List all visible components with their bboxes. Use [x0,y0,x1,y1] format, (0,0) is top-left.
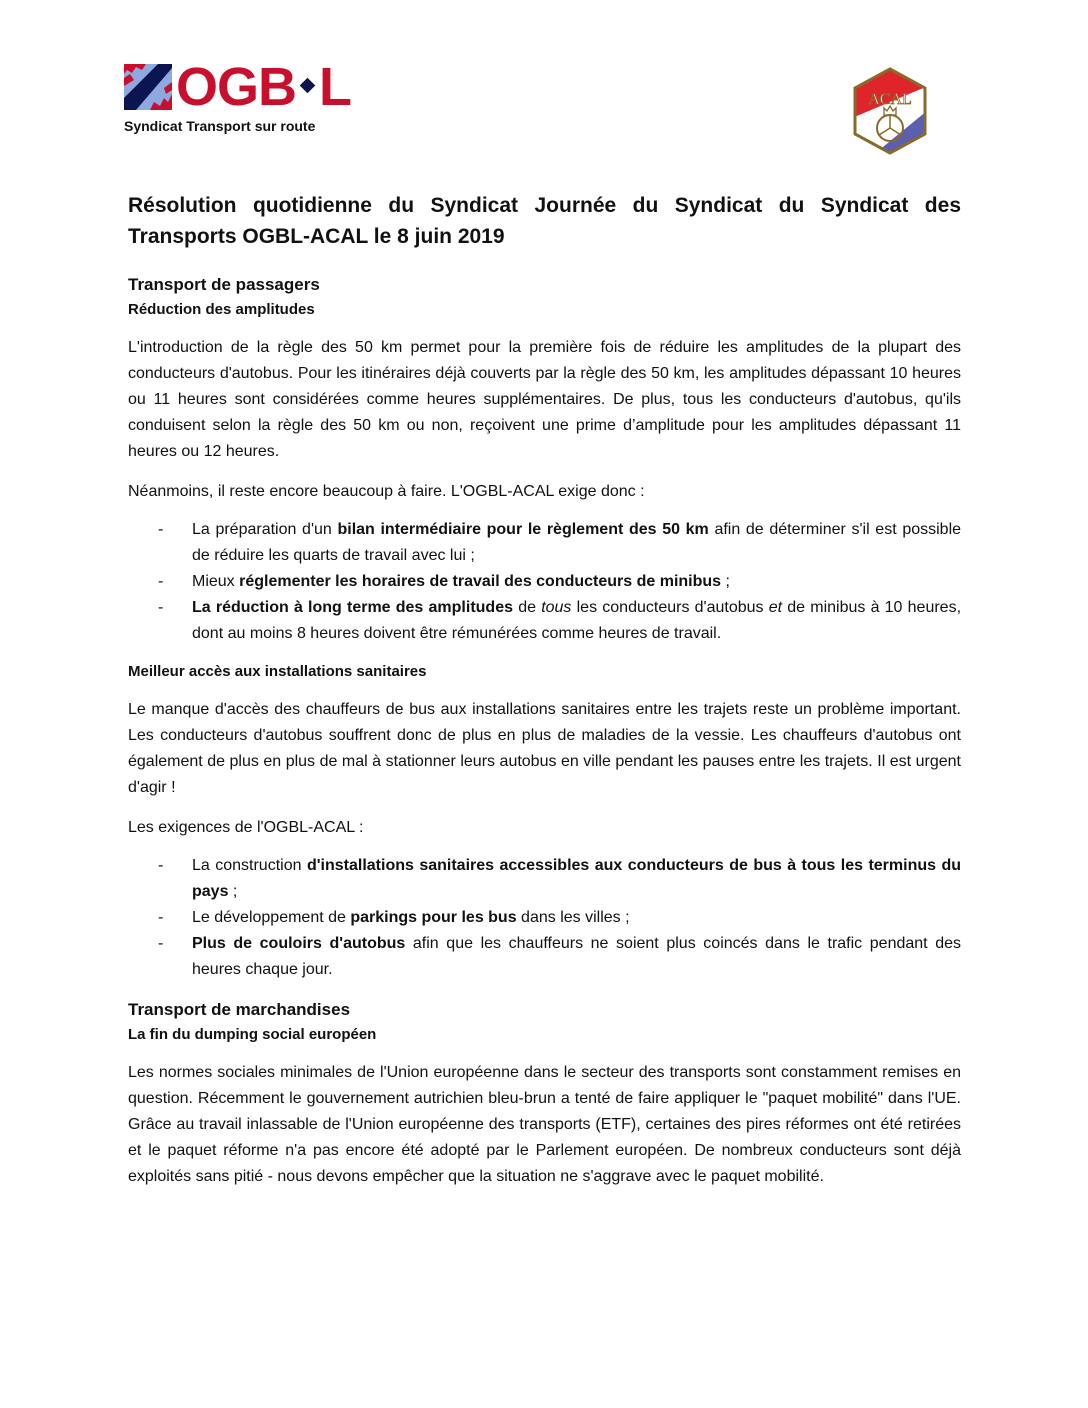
item-text: les conducteurs d'autobus [571,599,769,616]
item-text: ; [721,573,730,590]
item-text: afin de déterminer s'il est possible de réduire les quarts de travail avec lui ; [192,521,962,564]
list-item [128,853,961,905]
bullet-dash: - [158,935,164,952]
diamond-icon [300,77,316,93]
item-bold-text: Plus de couloirs d'autobus [192,935,406,952]
subheading-amplitudes: Réduction des amplitudes [128,301,315,318]
item-text: de [513,599,542,616]
paragraph-sanitary: Le manque d'accès des chauffeurs de bus aux installations sanitaires entre les trajets reste un problème important. Les conducteurs d'autobus souffrent donc de plus en plus de maladies de la vessie. Les chauffeurs d'autobus ont également de plus en plus de mal à stationner leurs autobus en ville pendant les pauses entre les trajets. Il est urgent d'agir ! [128,701,961,796]
ogbl-letters: OGB [176,57,297,117]
item-text: afin que les chauffeurs ne soient plus coincés dans le trafic pendant des heures chaque jour. [192,935,962,978]
document-body [128,190,961,1190]
item-text: de minibus à 10 heures, dont au moins 8 heures doivent être rémunérées comme heures de travail. [192,599,962,642]
bullet-dash: - [158,573,164,590]
ogbl-logo [124,57,374,117]
item-text: La préparation d'un [192,521,338,538]
subheading-sanitary: Meilleur accès aux installations sanitaires [128,663,427,680]
bullet-dash: - [158,909,164,926]
item-text: La construction [192,857,307,874]
item-bold-text: parkings pour les bus [350,909,517,926]
ogbl-letter-l: L [319,57,352,117]
demands-intro-2: Les exigences de l'OGBL-ACAL : [128,819,364,836]
list-item [128,905,961,931]
ogbl-emblem-icon [124,64,172,110]
item-bold-text: La réduction à long terme des amplitudes [192,599,513,616]
bullet-dash: - [158,857,164,874]
logo-subtitle: Syndicat Transport sur route [124,118,316,134]
acal-logo-text: ACAL [868,91,912,108]
bullet-dash: - [158,599,164,616]
item-bold-text: d'installations sanitaires accessibles aux conducteurs de bus à tous les terminus du pays [192,857,962,900]
ogbl-wordmark [176,57,352,117]
list-item [128,569,961,595]
section-heading-goods: Transport de marchandises [128,1000,351,1019]
bullet-dash: - [158,521,164,538]
list-item [128,517,961,569]
document-title: Résolution quotidienne du Syndicat Journée du Syndicat du Syndicat des Transports OGBL-ACAL le 8 juin 2019 [128,194,961,248]
list-item [128,931,961,983]
paragraph-amplitudes: L'introduction de la règle des 50 km permet pour la première fois de réduire les amplitudes de la plupart des conducteurs d'autobus. Pour les itinéraires déjà couverts par la règle des 50 km, les amplitudes dépassant 10 heures ou 11 heures sont considérées comme heures supplémentaires. De plus, tous les conducteurs d'autobus, qu'ils conduisent selon la règle des 50 km ou non, reçoivent une prime d’amplitude pour les amplitudes dépassant 11 heures ou 12 heures. [128,339,961,460]
item-italic-text: tous [541,599,572,616]
item-italic-text: et [768,599,783,616]
list-item [128,595,961,647]
subheading-dumping: La fin du dumping social européen [128,1026,377,1043]
item-bold-text: bilan intermédiaire pour le règlement des 50 km [337,521,709,538]
section-heading-passengers: Transport de passagers [128,275,320,294]
item-text: Le développement de [192,909,351,926]
item-text: ; [228,883,238,900]
acal-logo [852,66,928,156]
demands-list-2 [128,853,961,983]
demands-intro-1: Néanmoins, il reste encore beaucoup à faire. L'OGBL-ACAL exige donc : [128,483,645,500]
item-bold-text: réglementer les horaires de travail des conducteurs de minibus [239,573,722,590]
demands-list-1 [128,517,961,647]
item-text: Mieux [192,573,240,590]
paragraph-dumping: Les normes sociales minimales de l'Union européenne dans le secteur des transports sont constamment remises en question. Récemment le gouvernement autrichien bleu-brun a tenté de faire appliquer le "paquet mobilité" dans l'UE. Grâce au travail inlassable de l'Union européenne des transports (ETF), certaines des pires réformes ont été retirées et le paquet réforme n'a pas encore été adopté par le Parlement européen. De nombreux conducteurs sont déjà exploités sans pitié - nous devons empêcher que la situation ne s'aggrave avec le paquet mobilité. [128,1064,961,1185]
item-text: dans les villes ; [516,909,630,926]
